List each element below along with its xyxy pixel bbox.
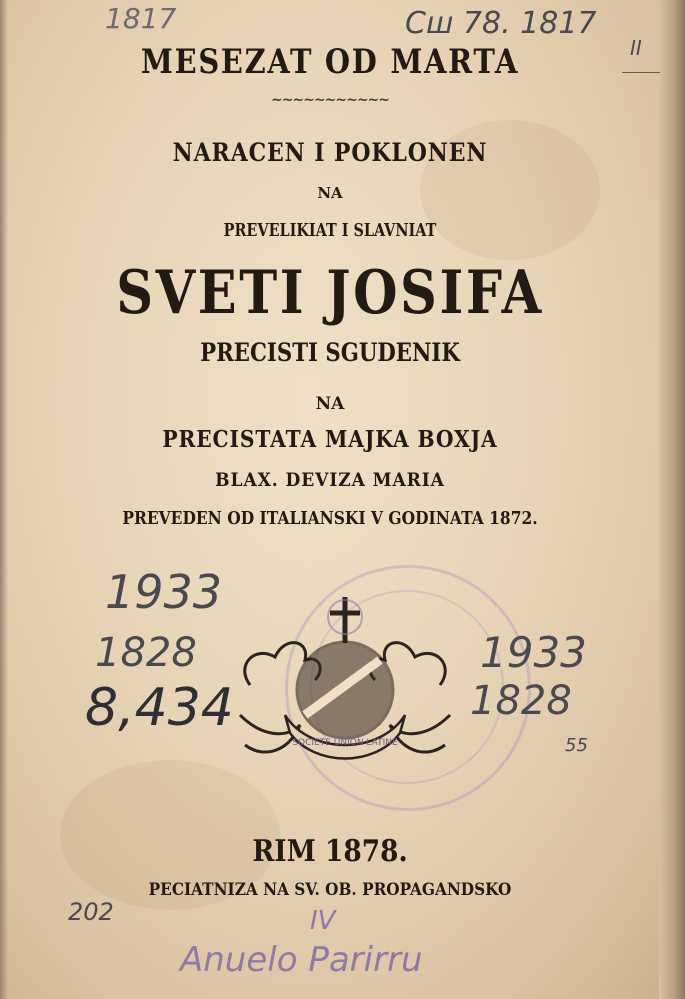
handwritten-number: 202 bbox=[68, 898, 114, 926]
title-main: SVETI JOSIFA bbox=[116, 258, 544, 328]
handwritten-underline bbox=[622, 72, 660, 73]
imprint-place-year: RIM 1878. bbox=[252, 834, 408, 869]
book-spine bbox=[659, 0, 685, 999]
page-left-edge bbox=[0, 0, 8, 999]
handwritten-roman-numeral: IV bbox=[310, 906, 336, 936]
title-line-4: PREVELIKIAT I SLAVNIAT bbox=[223, 220, 437, 241]
handwritten-number: 1817 bbox=[105, 2, 177, 35]
title-line-8: PRECISTATA MAJKA BOXJA bbox=[162, 426, 498, 453]
printer-emblem bbox=[230, 595, 460, 780]
emblem-stamp-text: SOCIETE UNION LATINE bbox=[292, 738, 398, 748]
ornament-rule: ~~~~~~~~~~~ bbox=[270, 92, 390, 108]
title-line-9: BLAX. DEVIZA MARIA bbox=[215, 469, 445, 491]
title-line-10: PREVEDEN OD ITALIANSKI V GODINATA 1872. bbox=[122, 508, 538, 529]
handwritten-mark: 55 bbox=[565, 735, 588, 756]
title-line-1: MESEZAT OD MARTA bbox=[140, 42, 520, 82]
handwritten-number: 1828 bbox=[470, 678, 572, 724]
handwritten-mark: II bbox=[630, 36, 642, 60]
handwritten-number: 1828 bbox=[95, 630, 197, 676]
handwritten-shelfmark: Сш 78. 1817 bbox=[405, 6, 597, 41]
handwritten-signature: Anuelo Parirru bbox=[180, 940, 423, 980]
handwritten-number: 8,434 bbox=[85, 678, 234, 738]
title-line-2: NARACEN I POKLONEN bbox=[172, 138, 488, 167]
imprint-printer: PECIATNIZA NA SV. OB. PROPAGANDSKO bbox=[148, 880, 512, 900]
handwritten-number: 1933 bbox=[105, 565, 223, 619]
handwritten-number: 1933 bbox=[480, 628, 587, 677]
title-line-3: NA bbox=[317, 184, 343, 202]
title-line-7: NA bbox=[315, 394, 345, 414]
title-line-6: PRECISTI SGUDENIK bbox=[200, 338, 460, 367]
